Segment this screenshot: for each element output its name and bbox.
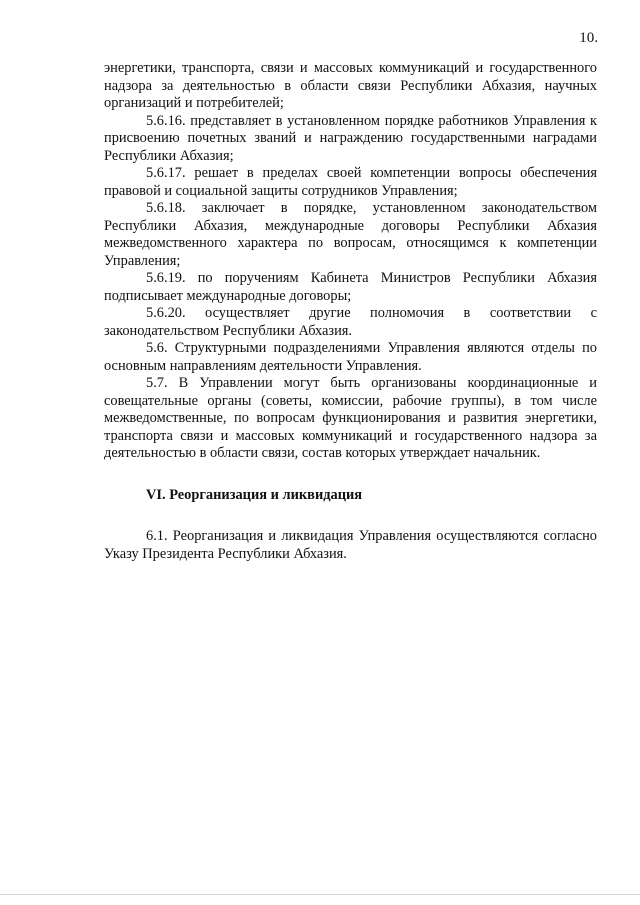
paragraph-5-6-18: 5.6.18. заключает в порядке, установленном законодательством Республики Абхазия, международные договоры Республики Абхазия межведомственного характера по вопросам, относящимся к компетенции Управления; bbox=[104, 200, 597, 269]
paragraph-6-1: 6.1. Реорганизация и ликвидация Управления осуществляются согласно Указу Президента Республики Абхазия. bbox=[104, 528, 597, 562]
paragraph-5-6-20: 5.6.20. осуществляет другие полномочия в соответствии с законодательством Республики Абхазия. bbox=[104, 305, 597, 339]
paragraph-5-7: 5.7. В Управлении могут быть организованы координационные и совещательные органы (советы, комиссии, рабочие группы), в том числе межведомственные, по вопросам функционирования и развития энергетики, транспорта связи и массовых коммуникаций и государственного надзора за деятельностью в области связи, состав которых утверждает начальник. bbox=[104, 375, 597, 461]
document-body bbox=[104, 60, 597, 563]
paragraph-5-6: 5.6. Структурными подразделениями Управления являются отделы по основным направлениям деятельности Управления. bbox=[104, 340, 597, 374]
paragraph-5-6-17: 5.6.17. решает в пределах своей компетенции вопросы обеспечения правовой и социальной защиты сотрудников Управления; bbox=[104, 165, 597, 199]
page-number: 10. bbox=[579, 30, 598, 46]
paragraph-5-6-19: 5.6.19. по поручениям Кабинета Министров Республики Абхазия подписывает международные договоры; bbox=[104, 270, 597, 304]
scan-edge-divider bbox=[0, 894, 640, 895]
paragraph-continuation: энергетики, транспорта, связи и массовых коммуникаций и государственного надзора за деятельностью в области связи Республики Абхазия, научных организаций и потребителей; bbox=[104, 60, 597, 111]
paragraph-5-6-16: 5.6.16. представляет в установленном порядке работников Управления к присвоению почетных званий и награждению государственными наградами Республики Абхазия; bbox=[104, 112, 597, 164]
section-title: VI. Реорганизация и ликвидация bbox=[146, 486, 363, 503]
